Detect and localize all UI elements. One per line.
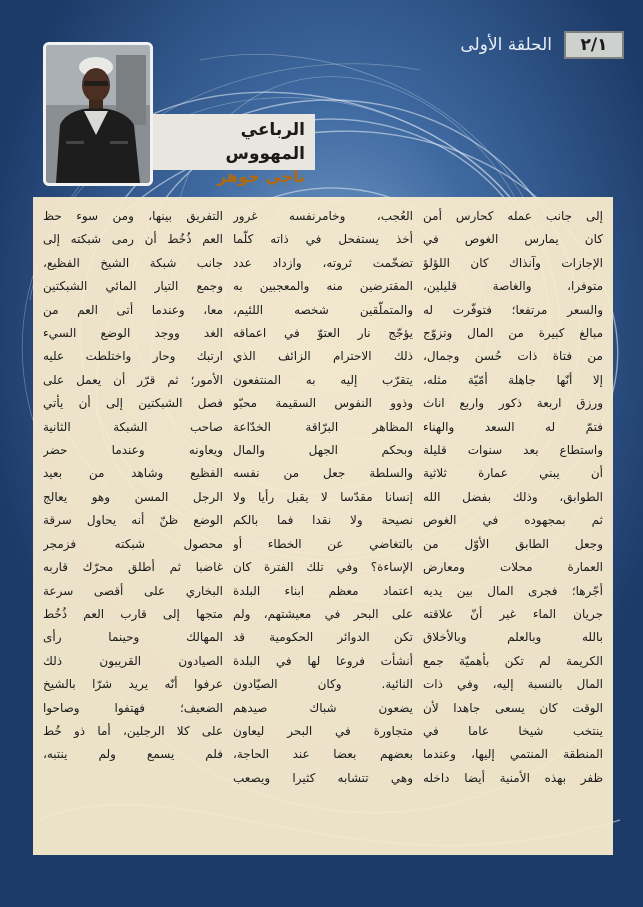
- text-line: صاحب الشبكة الثانية: [43, 419, 223, 434]
- text-line: يتقرّب إليه به المنتفعون: [233, 372, 413, 387]
- text-line: معا، وعندما أتى العم من: [43, 302, 223, 317]
- author-photo: [43, 42, 153, 186]
- text-line: اعتماد معظم ابناء البلدة: [233, 583, 413, 598]
- text-line: وهي تتشابه كثيرا ويصعب: [233, 770, 413, 785]
- text-line: على كلا الرجلين، أما ذو خُط: [43, 723, 223, 738]
- text-line: فتمّ له السعد والهناء: [423, 419, 603, 434]
- text-line: غاضبا ثم أطلق محرّك قاربه: [43, 560, 223, 575]
- text-line: المال بالنسبة إليه، وفي ذات: [423, 677, 603, 692]
- text-line: ويعاونه وعندما حضر: [43, 443, 223, 458]
- text-line: الغد ووجد الوضع السيء: [43, 326, 223, 341]
- text-line: جانب شبكة الشيخ الفظيع،: [43, 255, 223, 270]
- text-line: المقترضين منه والمعجبين به: [233, 279, 413, 294]
- text-line: أن يبني عمارة ثلاثية: [423, 466, 603, 481]
- text-line: الطوابق، وذلك بفضل الله: [423, 489, 603, 504]
- title-box: [153, 114, 315, 186]
- text-line: وجمع التيار المائي الشبكتين: [43, 279, 223, 294]
- text-line: يضعون شباك صيدهم: [233, 700, 413, 715]
- text-line: ورزق اربعة ذكور واربع اناث: [423, 396, 603, 411]
- text-line: محصول شبكته فزمجر: [43, 536, 223, 551]
- text-line: الضعيف؛ فهتفوا وصاحوا: [43, 700, 223, 715]
- text-line: الإجازات وآنذاك كان اللؤلؤ: [423, 255, 603, 270]
- text-line: بالتغاضي عن الخطاء أو: [233, 536, 413, 551]
- text-line: واستطاع بعد سنوات قليلة: [423, 443, 603, 458]
- text-line: النائية. وكان الصيّادون: [233, 677, 413, 692]
- text-line: تكن الدوائر الحكومية قد: [233, 630, 413, 645]
- text-line: أخذ يستفحل في ذاته كلّما: [233, 232, 413, 247]
- text-line: الإساءة؟ وفي تلك الفترة كان: [233, 560, 413, 575]
- text-column-middle: [233, 205, 413, 849]
- text-column-right: [423, 205, 603, 849]
- text-line: يؤجّج نار العتوّ في اعماقه: [233, 326, 413, 341]
- text-line: والسعر مرتفعا؛ فتوفّرت له: [423, 302, 603, 317]
- text-line: التفريق بينها، ومن سوء حظ: [43, 209, 223, 223]
- text-line: ينتخب شيخا عاما في: [423, 723, 603, 738]
- text-line: أجّرها؛ فجرى المال بين يديه: [423, 583, 603, 598]
- text-line: العُجب، وخامرنفسه غرور: [233, 209, 413, 223]
- text-line: الوضع ظنّ أنه يحاول سرقة: [43, 513, 223, 528]
- text-line: بعضهم بعضا عند الحاجة،: [233, 747, 413, 762]
- text-line: المظاهر البرّاقة الخدّاعة: [233, 419, 413, 434]
- text-line: الصيادون القريبون ذلك: [43, 653, 223, 668]
- text-line: تضخّمت ثروته، وازداد عدد: [233, 255, 413, 270]
- text-line: من فتاة ذات حُسن وجمال،: [423, 349, 603, 364]
- text-line: ثم بمجهوده في الغوص: [423, 513, 603, 528]
- text-line: على البحر في معيشتهم، ولم: [233, 606, 413, 621]
- text-line: العمارة محلات ومعارض: [423, 560, 603, 575]
- text-line: الكريمة لم تكن بأهميّة جمع: [423, 653, 603, 668]
- text-column-left: [43, 205, 223, 849]
- text-line: متجاورة في البحر ليعاون: [233, 723, 413, 738]
- story-title: الرباعي المهووس: [225, 120, 305, 164]
- text-line: مبالغ كبيرة من المال وتزوّج: [423, 326, 603, 341]
- text-line: والمتملّقين شخصه اللئيم،: [233, 302, 413, 317]
- text-line: أنشأت فروعا لها في البلدة: [233, 653, 413, 668]
- text-line: فصل الشبكتين إلى أن يأتي: [43, 396, 223, 411]
- text-line: وذوو النفوس السقيمة محبّو: [233, 396, 413, 411]
- text-line: المنطقة المنتمي إليها، وعندما: [423, 747, 603, 762]
- text-line: الأمور؛ ثم قرّر أن يعمل على: [43, 372, 223, 387]
- text-line: الفظيع وشاهد من بعيد: [43, 466, 223, 481]
- text-line: والسلطة جعل من نفسه: [233, 466, 413, 481]
- text-line: إنسانا مقدّسا لا يقبل رأيا ولا: [233, 489, 413, 504]
- text-line: ظفر بهذه الأمنية أيضا داخله: [423, 770, 603, 785]
- text-line: إلا أنّها جاهلة أمّيّة مثله،: [423, 372, 603, 387]
- episode-title: الحلقة الأولى: [460, 35, 552, 55]
- text-line: البخاري على أقصى سرعة: [43, 583, 223, 598]
- text-line: متجها إلى قارب العم ذُخُط: [43, 606, 223, 621]
- text-line: وبحكم الجهل والمال: [233, 443, 413, 458]
- text-line: ارتبك وحار واختلطت عليه: [43, 349, 223, 364]
- text-line: نصيحة ولا نقدا فما بالكم: [233, 513, 413, 528]
- page-number-badge: ٢/١: [564, 31, 624, 59]
- text-line: ذلك الاحترام الزائف الذي: [233, 349, 413, 364]
- author-name: ناجي جوهر: [217, 167, 305, 186]
- text-line: بالله وبالعلم وبالأخلاق: [423, 630, 603, 645]
- text-line: جريان الماء غير أنّ علاقته: [423, 606, 603, 621]
- text-line: الرجل المسن وهو يعالج: [43, 489, 223, 504]
- text-line: وجعل الطابق الأوّل من: [423, 536, 603, 551]
- text-line: فلم يسمع ولم ينتبه،: [43, 747, 223, 762]
- text-line: كان يمارس الغوص في: [423, 232, 603, 247]
- text-line: إلى جانب عمله كحارس أمن: [423, 209, 603, 223]
- text-line: الوقت كان يسعى جاهدا لأن: [423, 700, 603, 715]
- text-line: المهالك وحينما رأى: [43, 630, 223, 645]
- text-line: العم ذُخُط أن رمى شبكته إلى: [43, 232, 223, 247]
- text-line: عرفوا أنّه يريد شرّا بالشيخ: [43, 677, 223, 692]
- article-body: [33, 197, 613, 855]
- text-line: متوفرا، والغاصة قليلين،: [423, 279, 603, 294]
